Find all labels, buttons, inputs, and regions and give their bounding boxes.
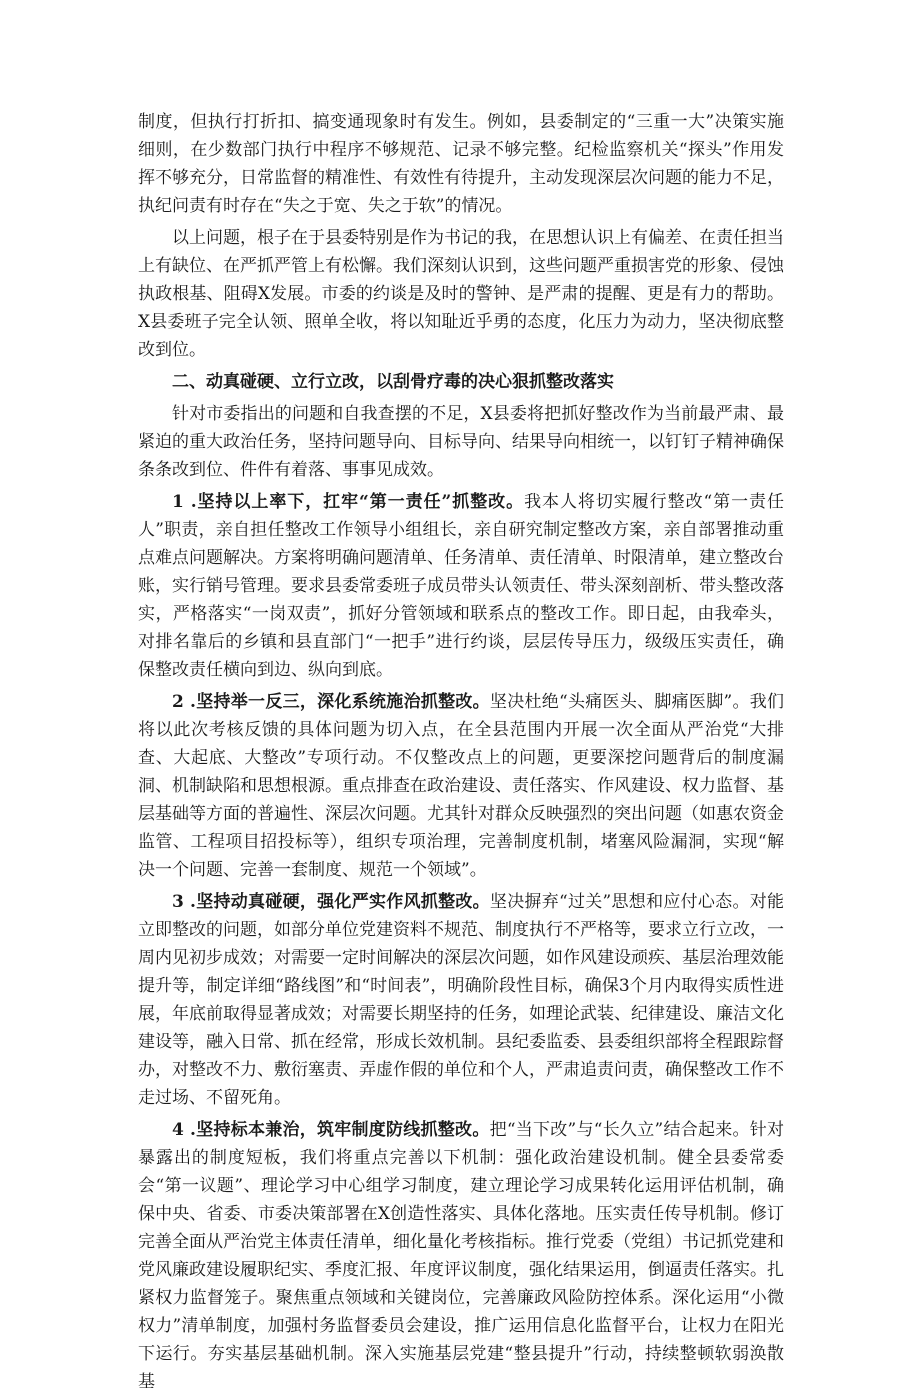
list-item-4-body: 把“当下改”与“长久立”结合起来。针对暴露出的制度短板，我们将重点完善以下机制：强化政治建设机制。健全县委常委会“第一议题”、理论学习中心组学习制度，建立理论学习成果转化运用评估机制，确保中央、省委、市委决策部署在X创造性落实、具体化落地。压实责任传导机制。修订完善全面从严治党主体责任清单，细化量化考核指标。推行党委（党组）书记抓党建和党风廉政建设履职纪实、季度汇报、年度评议制度，强化结果运用，倒逼责任落实。扎紧权力监督笼子。聚焦重点领域和关键岗位，完善廉政风险防控体系。深化运用“小微权力”清单制度，加强村务监督委员会建设，推广运用信息化监督平台，让权力在阳光下运行。夯实基层基础机制。深入实施基层党建“整县提升”行动，持续整顿软弱涣散基 — [138, 1120, 784, 1392]
list-item-1-body: 我本人将切实履行整改“第一责任人”职责，亲自担任整改工作领导小组组长，亲自研究制定整改方案，亲自部署推动重点难点问题解决。方案将明确问题清单、任务清单、责任清单、时限清单，建立整改台账，实行销号管理。要求县委常委班子成员带头认领责任、带头深刻剖析、带头整改落实，严格落实“一岗双责”，抓好分管领域和联系点的整改工作。即日起，由我牵头，对排名靠后的乡镇和县直部门“一把手”进行约谈，层层传导压力，级级压实责任，确保整改责任横向到边、纵向到底。 — [138, 492, 784, 680]
section-heading-2: 二、动真碰硬、立行立改，以刮骨疗毒的决心狠抓整改落实 — [172, 372, 614, 392]
list-item-2-body: 坚决杜绝“头痛医头、脚痛医脚”。我们将以此次考核反馈的具体问题为切入点，在全县范围内开展一次全面从严治党“大排查、大起底、大整改”专项行动。不仅整改点上的问题，更要深挖问题背后的制度漏洞、机制缺陷和思想根源。重点排查在政治建设、责任落实、作风建设、权力监督、基层基础等方面的普遍性、深层次问题。尤其针对群众反映强烈的突出问题（如惠农资金监管、工程项目招投标等），组织专项治理，完善制度机制，堵塞风险漏洞，实现“解决一个问题、完善一套制度、规范一个领域”。 — [138, 692, 784, 880]
list-item-3-body: 坚决摒弃“过关”思想和应付心态。对能立即整改的问题，如部分单位党建资料不规范、制度执行不严格等，要求立行立改，一周内见初步成效；对需要一定时间解决的深层次问题，如作风建设顽疾、基层治理效能提升等，制定详细“路线图”和“时间表”，明确阶段性目标，确保3个月内取得实质性进展，年底前取得显著成效；对需要长期坚持的任务，如理论武装、纪律建设、廉洁文化建设等，融入日常、抓在经常，形成长效机制。县纪委监委、县委组织部将全程跟踪督办，对整改不力、敷衍塞责、弄虚作假的单位和个人，严肃追责问责，确保整改工作不走过场、不留死角。 — [138, 892, 784, 1108]
list-item-4-lead: 4 .坚持标本兼治，筑牢制度防线抓整改。 — [172, 1120, 490, 1140]
list-item-1 — [138, 488, 784, 684]
document-page — [138, 108, 784, 1400]
list-item-2-lead: 2 .坚持举一反三，深化系统施治抓整改。 — [172, 692, 490, 712]
list-item-3-lead: 3 .坚持动真碰硬，强化严实作风抓整改。 — [172, 892, 490, 912]
paragraph-root-cause: 以上问题，根子在于县委特别是作为书记的我，在思想认识上有偏差、在责任担当上有缺位、在严抓严管上有松懈。我们深刻认识到，这些问题严重损害党的形象、侵蚀执政根基、阻碍X发展。市委的约谈是及时的警钟、是严肃的提醒、更是有力的帮助。X县委班子完全认领、照单全收，将以知耻近乎勇的态度，化压力为动力，坚决彻底整改到位。 — [138, 228, 784, 360]
paragraph-section-intro: 针对市委指出的问题和自我查摆的不足，X县委将把抓好整改作为当前最严肃、最紧迫的重大政治任务，坚持问题导向、目标导向、结果导向相统一，以钉钉子精神确保条条改到位、件件有着落、事事见成效。 — [138, 404, 784, 480]
list-item-1-lead: 1 .坚持以上率下，扛牢“第一责任”抓整改。 — [172, 492, 525, 512]
list-item-3 — [138, 888, 784, 1112]
list-item-4 — [138, 1116, 784, 1396]
list-item-2 — [138, 688, 784, 884]
paragraph-continuation: 制度，但执行打折扣、搞变通现象时有发生。例如，县委制定的“三重一大”决策实施细则，在少数部门执行中程序不够规范、记录不够完整。纪检监察机关“探头”作用发挥不够充分，日常监督的精准性、有效性有待提升，主动发现深层次问题的能力不足，执纪问责有时存在“失之于宽、失之于软”的情况。 — [138, 112, 784, 216]
